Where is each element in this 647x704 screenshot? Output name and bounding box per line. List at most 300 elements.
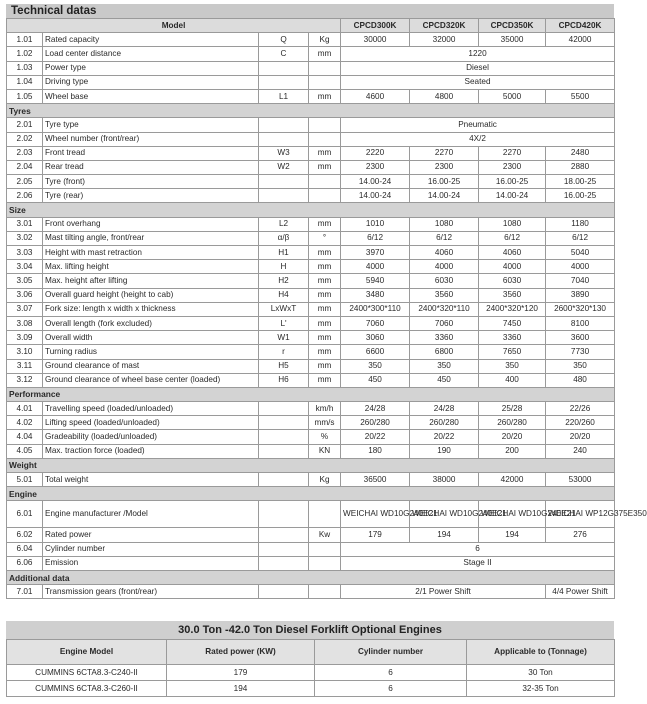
row-value: 7450 [479, 316, 546, 330]
row-symbol [259, 542, 309, 556]
row-parameter: Wheel base [43, 89, 259, 103]
table-row [7, 146, 615, 160]
row-value: 260/280 [410, 416, 479, 430]
row-symbol: r [259, 345, 309, 359]
table-row [7, 681, 615, 697]
row-value: 2400*320*120 [479, 302, 546, 316]
row-unit: Kw [309, 528, 341, 542]
row-value: 1180 [546, 217, 615, 231]
row-symbol: L' [259, 316, 309, 330]
row-value: 4600 [341, 89, 410, 103]
row-number: 1.02 [7, 47, 43, 61]
row-unit: km/h [309, 402, 341, 416]
row-value: 1080 [410, 217, 479, 231]
row-symbol [259, 473, 309, 487]
row-symbol [259, 501, 309, 528]
row-parameter: Total weight [43, 473, 259, 487]
optional-header-row [7, 640, 615, 665]
row-number: 3.05 [7, 274, 43, 288]
row-value: 200 [479, 444, 546, 458]
table-row [7, 345, 615, 359]
row-value-merged: 2/1 Power Shift [341, 585, 546, 599]
row-value-merged: Seated [341, 75, 615, 89]
row-unit: mm [309, 359, 341, 373]
row-symbol: α/β [259, 231, 309, 245]
row-symbol [259, 430, 309, 444]
row-value: 25/28 [479, 402, 546, 416]
model-column-header: CPCD300K [341, 19, 410, 33]
row-value: 2300 [341, 160, 410, 174]
row-parameter: Front overhang [43, 217, 259, 231]
row-value: 350 [341, 359, 410, 373]
row-value: 2480 [546, 146, 615, 160]
row-unit [309, 175, 341, 189]
row-value: 14.00-24 [341, 189, 410, 203]
row-parameter: Travelling speed (loaded/unloaded) [43, 402, 259, 416]
row-value: 2400*320*110 [410, 302, 479, 316]
optional-cell: 32-35 Ton [467, 681, 615, 697]
row-value: 2270 [410, 146, 479, 160]
row-value: WEICHAI WD10G240E21 [410, 501, 479, 528]
row-parameter: Tyre (rear) [43, 189, 259, 203]
row-number: 2.03 [7, 146, 43, 160]
row-value: 5500 [546, 89, 615, 103]
row-parameter: Max. lifting height [43, 260, 259, 274]
table-row [7, 47, 615, 61]
table-row [7, 585, 615, 599]
row-value: 194 [410, 528, 479, 542]
row-number: 5.01 [7, 473, 43, 487]
row-value: 3360 [479, 331, 546, 345]
row-symbol: H [259, 260, 309, 274]
row-parameter: Cylinder number [43, 542, 259, 556]
optional-column-header: Cylinder number [315, 640, 467, 665]
section-label: Additional data [7, 570, 615, 584]
section-label: Tyres [7, 104, 615, 118]
row-value: WEICHAI WD10G240E21 [479, 501, 546, 528]
model-header: Model [7, 19, 341, 33]
table-row [7, 246, 615, 260]
row-unit: Kg [309, 473, 341, 487]
table-row [7, 542, 615, 556]
table-row [7, 260, 615, 274]
table-row [7, 75, 615, 89]
table-row [7, 217, 615, 231]
row-value: 4060 [410, 246, 479, 260]
row-value: 30000 [341, 33, 410, 47]
row-number: 2.02 [7, 132, 43, 146]
table-row [7, 316, 615, 330]
table-row [7, 528, 615, 542]
section-header [7, 203, 615, 217]
row-value: 3600 [546, 331, 615, 345]
row-parameter: Power type [43, 61, 259, 75]
row-value: 400 [479, 373, 546, 387]
row-unit [309, 556, 341, 570]
row-value: 480 [546, 373, 615, 387]
row-unit: mm [309, 217, 341, 231]
row-value: 14.00-24 [341, 175, 410, 189]
row-number: 3.08 [7, 316, 43, 330]
row-value: 3560 [410, 288, 479, 302]
row-value: 4000 [479, 260, 546, 274]
table-row [7, 89, 615, 103]
row-number: 1.03 [7, 61, 43, 75]
row-value: 24/28 [410, 402, 479, 416]
row-value: 3560 [479, 288, 546, 302]
row-unit: mm [309, 260, 341, 274]
row-value: 1080 [479, 217, 546, 231]
row-value: 6/12 [479, 231, 546, 245]
row-number: 1.01 [7, 33, 43, 47]
table-row [7, 231, 615, 245]
row-parameter: Load center distance [43, 47, 259, 61]
model-column-header: CPCD350K [479, 19, 546, 33]
section-header [7, 487, 615, 501]
row-unit [309, 189, 341, 203]
row-parameter: Height with mast retraction [43, 246, 259, 260]
row-unit: mm [309, 345, 341, 359]
row-symbol [259, 61, 309, 75]
optional-cell: CUMMINS 6CTA8.3-C260-II [7, 681, 167, 697]
row-number: 7.01 [7, 585, 43, 599]
table-row [7, 274, 615, 288]
row-value: 14.00-24 [479, 189, 546, 203]
row-value: 35000 [479, 33, 546, 47]
row-value: 16.00-25 [410, 175, 479, 189]
section-header [7, 387, 615, 401]
row-value: 18.00-25 [546, 175, 615, 189]
row-value: 6600 [341, 345, 410, 359]
row-symbol [259, 75, 309, 89]
table-row [7, 416, 615, 430]
row-symbol: H6 [259, 373, 309, 387]
row-value: 5000 [479, 89, 546, 103]
row-number: 2.04 [7, 160, 43, 174]
row-value: 2300 [479, 160, 546, 174]
row-value: 3970 [341, 246, 410, 260]
optional-cell: CUMMINS 6CTA8.3-C240-II [7, 665, 167, 681]
row-value: 7060 [410, 316, 479, 330]
row-value: 7730 [546, 345, 615, 359]
row-value: 6030 [410, 274, 479, 288]
row-unit: Kg [309, 33, 341, 47]
row-value: 8100 [546, 316, 615, 330]
table-row [7, 160, 615, 174]
row-value: 2400*300*110 [341, 302, 410, 316]
row-value: 4/4 Power Shift [546, 585, 615, 599]
row-value: 38000 [410, 473, 479, 487]
row-parameter: Lifting speed (loaded/unloaded) [43, 416, 259, 430]
table-row [7, 556, 615, 570]
table-row [7, 430, 615, 444]
row-value: 4000 [341, 260, 410, 274]
row-symbol: L1 [259, 89, 309, 103]
row-unit: mm [309, 373, 341, 387]
row-value: 2600*320*130 [546, 302, 615, 316]
row-symbol: L2 [259, 217, 309, 231]
row-unit: mm [309, 47, 341, 61]
optional-column-header: Rated power (KW) [167, 640, 315, 665]
section-header [7, 104, 615, 118]
row-number: 3.11 [7, 359, 43, 373]
row-value: 4060 [479, 246, 546, 260]
row-symbol: H2 [259, 274, 309, 288]
model-column-header: CPCD420K [546, 19, 615, 33]
model-column-header: CPCD320K [410, 19, 479, 33]
row-value: 42000 [546, 33, 615, 47]
row-parameter: Turning radius [43, 345, 259, 359]
row-symbol [259, 444, 309, 458]
row-value: 6/12 [410, 231, 479, 245]
row-symbol [259, 189, 309, 203]
row-unit: mm [309, 89, 341, 103]
row-value: 42000 [479, 473, 546, 487]
row-value: 450 [410, 373, 479, 387]
row-unit: mm [309, 288, 341, 302]
row-number: 1.04 [7, 75, 43, 89]
row-parameter: Tyre (front) [43, 175, 259, 189]
row-number: 6.06 [7, 556, 43, 570]
row-unit [309, 501, 341, 528]
row-value-merged: 6 [341, 542, 615, 556]
row-parameter: Ground clearance of mast [43, 359, 259, 373]
table-row [7, 665, 615, 681]
row-symbol [259, 402, 309, 416]
row-symbol: H5 [259, 359, 309, 373]
row-unit: mm [309, 146, 341, 160]
row-value: 16.00-25 [479, 175, 546, 189]
row-number: 3.03 [7, 246, 43, 260]
row-parameter: Transmission gears (front/rear) [43, 585, 259, 599]
section-label: Size [7, 203, 615, 217]
row-number: 3.01 [7, 217, 43, 231]
row-unit [309, 118, 341, 132]
row-unit: mm [309, 160, 341, 174]
section-label: Engine [7, 487, 615, 501]
row-unit: mm [309, 316, 341, 330]
optional-engines-table [6, 639, 615, 697]
table-row [7, 288, 615, 302]
row-symbol: LxWxT [259, 302, 309, 316]
row-parameter: Rated capacity [43, 33, 259, 47]
row-symbol [259, 585, 309, 599]
row-value-merged: Diesel [341, 61, 615, 75]
section-header [7, 570, 615, 584]
optional-column-header: Applicable to (Tonnage) [467, 640, 615, 665]
row-number: 2.06 [7, 189, 43, 203]
row-value: 3360 [410, 331, 479, 345]
table-row [7, 373, 615, 387]
row-symbol [259, 118, 309, 132]
row-value: 14.00-24 [410, 189, 479, 203]
row-parameter: Max. height after lifting [43, 274, 259, 288]
row-value: 20/22 [410, 430, 479, 444]
row-value: 4000 [546, 260, 615, 274]
row-symbol [259, 556, 309, 570]
optional-engines-section [6, 621, 614, 697]
row-value: 20/20 [479, 430, 546, 444]
row-parameter: Engine manufacturer /Model [43, 501, 259, 528]
row-value: 3480 [341, 288, 410, 302]
row-value: 240 [546, 444, 615, 458]
table-row [7, 402, 615, 416]
optional-cell: 194 [167, 681, 315, 697]
row-unit: mm/s [309, 416, 341, 430]
table-row [7, 189, 615, 203]
row-value: 180 [341, 444, 410, 458]
row-value: 7040 [546, 274, 615, 288]
row-parameter: Tyre type [43, 118, 259, 132]
row-value: 53000 [546, 473, 615, 487]
row-symbol: W1 [259, 331, 309, 345]
row-symbol: Q [259, 33, 309, 47]
row-value: 4000 [410, 260, 479, 274]
row-unit [309, 542, 341, 556]
row-value: 20/20 [546, 430, 615, 444]
row-value: 24/28 [341, 402, 410, 416]
technical-data-table [6, 18, 647, 599]
table-row [7, 473, 615, 487]
row-number: 6.04 [7, 542, 43, 556]
row-value: 2270 [479, 146, 546, 160]
row-parameter: Emission [43, 556, 259, 570]
row-number: 3.09 [7, 331, 43, 345]
row-value: 350 [410, 359, 479, 373]
row-symbol [259, 132, 309, 146]
table-row [7, 359, 615, 373]
row-value: 260/280 [479, 416, 546, 430]
row-value: 4800 [410, 89, 479, 103]
row-parameter: Rated power [43, 528, 259, 542]
row-number: 6.01 [7, 501, 43, 528]
row-value: 16.00-25 [546, 189, 615, 203]
row-value-merged: 1220 [341, 47, 615, 61]
row-value: 1010 [341, 217, 410, 231]
row-symbol: H4 [259, 288, 309, 302]
row-value-merged: Stage II [341, 556, 615, 570]
row-value: 2300 [410, 160, 479, 174]
row-unit [309, 132, 341, 146]
row-value: 36500 [341, 473, 410, 487]
section-label: Performance [7, 387, 615, 401]
row-value: 5940 [341, 274, 410, 288]
row-parameter: Max. traction force (loaded) [43, 444, 259, 458]
row-value: 3060 [341, 331, 410, 345]
row-parameter: Rear tread [43, 160, 259, 174]
row-value: 276 [546, 528, 615, 542]
row-value: WEICHAI WD10G240E21 [341, 501, 410, 528]
row-number: 3.12 [7, 373, 43, 387]
row-number: 3.02 [7, 231, 43, 245]
row-value: 6800 [410, 345, 479, 359]
row-value: 32000 [410, 33, 479, 47]
row-value: 6/12 [546, 231, 615, 245]
table-header-row [7, 19, 615, 33]
row-value: 2880 [546, 160, 615, 174]
row-number: 6.02 [7, 528, 43, 542]
row-symbol [259, 175, 309, 189]
row-number: 3.10 [7, 345, 43, 359]
optional-cell: 6 [315, 665, 467, 681]
row-value-merged: 4X/2 [341, 132, 615, 146]
table-row [7, 444, 615, 458]
row-number: 4.05 [7, 444, 43, 458]
row-value: 179 [341, 528, 410, 542]
row-symbol: W3 [259, 146, 309, 160]
row-value: 2220 [341, 146, 410, 160]
row-number: 2.05 [7, 175, 43, 189]
row-value: 3890 [546, 288, 615, 302]
table-row [7, 302, 615, 316]
row-number: 3.04 [7, 260, 43, 274]
optional-column-header: Engine Model [7, 640, 167, 665]
sheet-title: Technical datas [6, 4, 614, 18]
row-unit: ° [309, 231, 341, 245]
row-unit: mm [309, 246, 341, 260]
row-unit: mm [309, 302, 341, 316]
row-parameter: Overall guard height (height to cab) [43, 288, 259, 302]
row-unit [309, 61, 341, 75]
row-value: 5040 [546, 246, 615, 260]
table-row [7, 33, 615, 47]
row-value: 7650 [479, 345, 546, 359]
row-parameter: Driving type [43, 75, 259, 89]
row-number: 4.04 [7, 430, 43, 444]
row-unit: % [309, 430, 341, 444]
section-header [7, 458, 615, 472]
table-row [7, 331, 615, 345]
row-number: 4.02 [7, 416, 43, 430]
row-symbol: H1 [259, 246, 309, 260]
row-value: 6030 [479, 274, 546, 288]
row-unit: KN [309, 444, 341, 458]
row-unit: mm [309, 274, 341, 288]
table-row [7, 175, 615, 189]
row-parameter: Ground clearance of wheel base center (loaded) [43, 373, 259, 387]
row-value: 350 [546, 359, 615, 373]
table-row [7, 501, 615, 528]
table-row [7, 61, 615, 75]
row-parameter: Mast tilting angle, front/rear [43, 231, 259, 245]
row-parameter: Front tread [43, 146, 259, 160]
row-value: 6/12 [341, 231, 410, 245]
row-value: WEICHAI WP12G375E350 [546, 501, 615, 528]
row-value: 20/22 [341, 430, 410, 444]
row-value: 220/260 [546, 416, 615, 430]
row-value: 190 [410, 444, 479, 458]
row-parameter: Gradeability (loaded/unloaded) [43, 430, 259, 444]
row-number: 3.06 [7, 288, 43, 302]
row-number: 3.07 [7, 302, 43, 316]
row-value: 260/280 [341, 416, 410, 430]
table-row [7, 132, 615, 146]
row-symbol [259, 528, 309, 542]
row-unit [309, 585, 341, 599]
technical-data-sheet [6, 4, 647, 599]
row-unit: mm [309, 331, 341, 345]
row-value: 350 [479, 359, 546, 373]
row-value: 7060 [341, 316, 410, 330]
row-value-merged: Pneumatic [341, 118, 615, 132]
row-unit [309, 75, 341, 89]
section-label: Weight [7, 458, 615, 472]
row-symbol [259, 416, 309, 430]
row-number: 4.01 [7, 402, 43, 416]
row-value: 450 [341, 373, 410, 387]
optional-cell: 30 Ton [467, 665, 615, 681]
optional-cell: 179 [167, 665, 315, 681]
